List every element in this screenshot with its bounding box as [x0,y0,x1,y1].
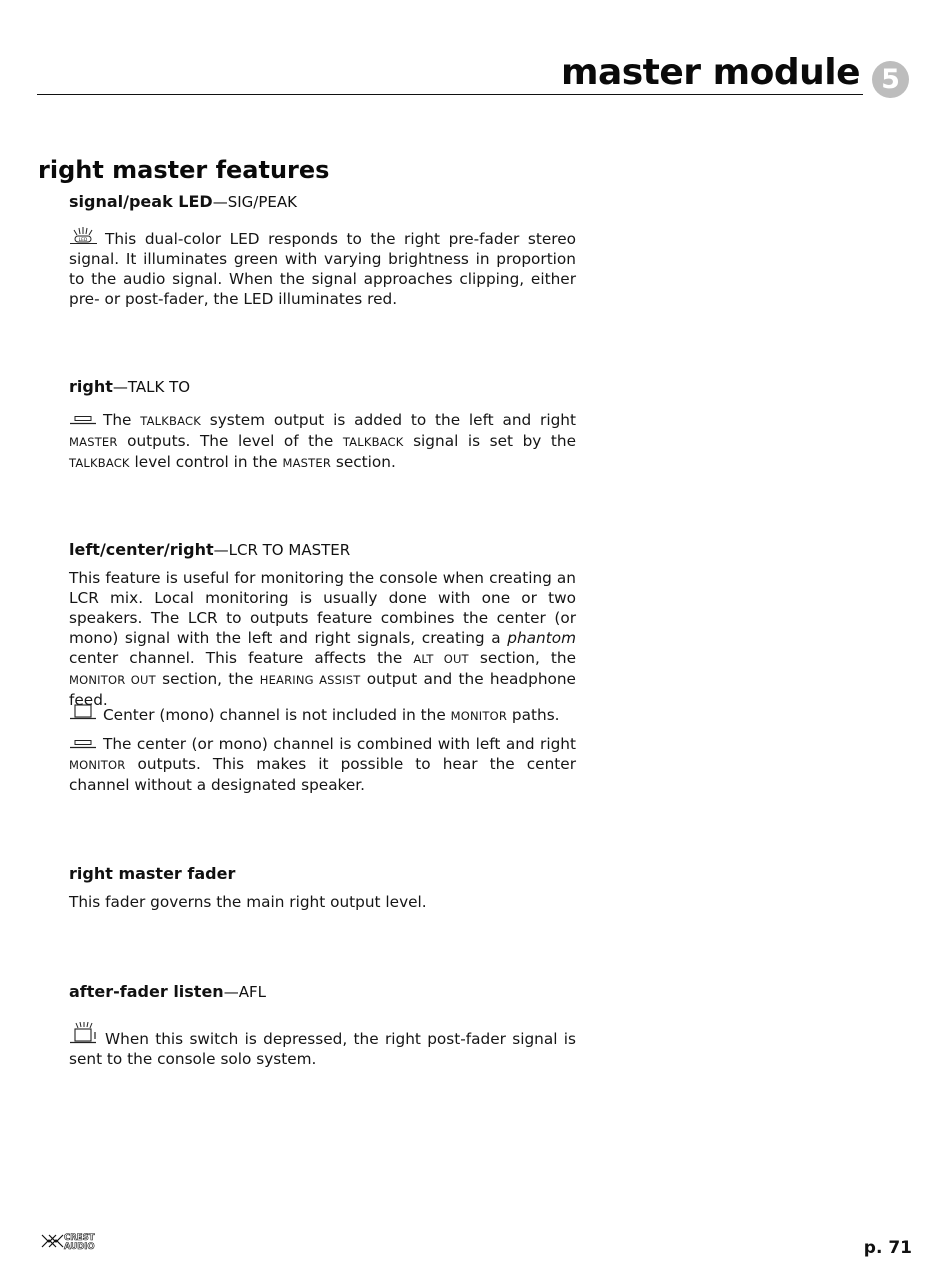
text-run: outputs. The level of the [117,432,343,450]
feature-text: This dual-color LED responds to the right pre-fader stereo signal. It illuminates green with varying brightness in proportion to the audio signal. When the signal approaches clipping, either pre- or post-fader, the LED illuminates red. [69,230,576,308]
small-caps-run: TALKBACK [140,414,201,428]
feature-heading-text: signal/peak LED [69,192,213,211]
feature-heading-text: right [69,377,113,396]
small-caps-run: TALKBACK [342,435,404,449]
text-run: center channel. This feature affects the [69,649,414,667]
feature-heading-text: right master fader [69,864,236,883]
text-run: output and the headphone feed. [69,670,576,709]
feature-heading-lcr [69,540,350,559]
text-run: This feature is useful for monitoring the console when creating an LCR mix. Local monitoring is usually done with one or two speakers. The LCR to outputs feature combines the center (or mono) signal with the left and right signals, creating a [69,569,576,647]
text-run: The center (or mono) channel is combined with left and right [103,735,576,753]
text-run: section. [331,453,396,471]
text-run: signal is set by the [403,432,576,450]
chapter-title: master module [560,52,860,93]
feature-description-sig-peak [69,227,576,309]
page-number: p. 71 [863,1238,912,1258]
text-run: section, the [468,649,576,667]
italic-run: phantom [507,629,576,647]
feature-heading-sig-peak [69,192,297,211]
small-caps-run: MONITOR [69,758,126,772]
feature-tag: —TALK TO [112,378,191,396]
small-caps-run: HEARING ASSIST [259,673,361,687]
crest-audio-logo [40,1231,116,1251]
feature-text: When this switch is depressed, the right post-fader signal is sent to the console solo system. [69,1030,576,1068]
text-run: system output is added to the left and right [200,411,576,429]
small-caps-run: TALKBACK [69,456,130,470]
feature-heading-master-fader [69,864,235,883]
text-run: paths. [507,706,560,724]
feature-heading-text: after-fader listen [69,982,224,1001]
section-title: right master features [38,156,330,184]
lcr-switch-up-description [69,704,576,726]
switch-pressed-icon [69,734,97,754]
feature-description-afl [69,1022,576,1069]
switch-lit-icon [69,1022,99,1049]
text-run: The [103,411,141,429]
feature-tag: —AFL [223,983,266,1001]
small-caps-run: MONITOR OUT [69,673,156,687]
chapter-number-badge: 5 [872,61,909,98]
text-run: outputs. This makes it possible to hear the center channel without a designated speaker. [69,755,576,794]
small-caps-run: MONITOR [450,709,508,723]
feature-description-talk-to [69,410,576,473]
switch-released-icon [69,704,97,725]
led-icon [69,227,99,249]
logo-text-crest: CREST [64,1233,95,1243]
text-run: Center (mono) channel is not included in the [103,706,451,724]
feature-tag: —SIG/PEAK [212,193,297,211]
feature-heading-text: left/center/right [69,540,214,559]
small-caps-run: MASTER [282,456,332,470]
feature-heading-talk-to [69,377,190,396]
feature-heading-afl [69,982,266,1001]
led-icon-label: LED [78,238,88,243]
small-caps-run: MASTER [69,435,118,449]
text-run: level control in the [129,453,283,471]
feature-description-master-fader [69,892,576,912]
switch-pressed-icon [69,410,97,430]
text-run: section, the [155,670,260,688]
header-rule [37,94,863,95]
lcr-switch-down-description [69,734,576,795]
logo-text-audio: AUDIO [64,1242,95,1251]
feature-tag: —LCR TO MASTER [213,541,351,559]
feature-description-lcr [69,568,576,710]
small-caps-run: ALT OUT [413,652,469,666]
feature-text: This fader governs the main right output level. [69,893,427,911]
